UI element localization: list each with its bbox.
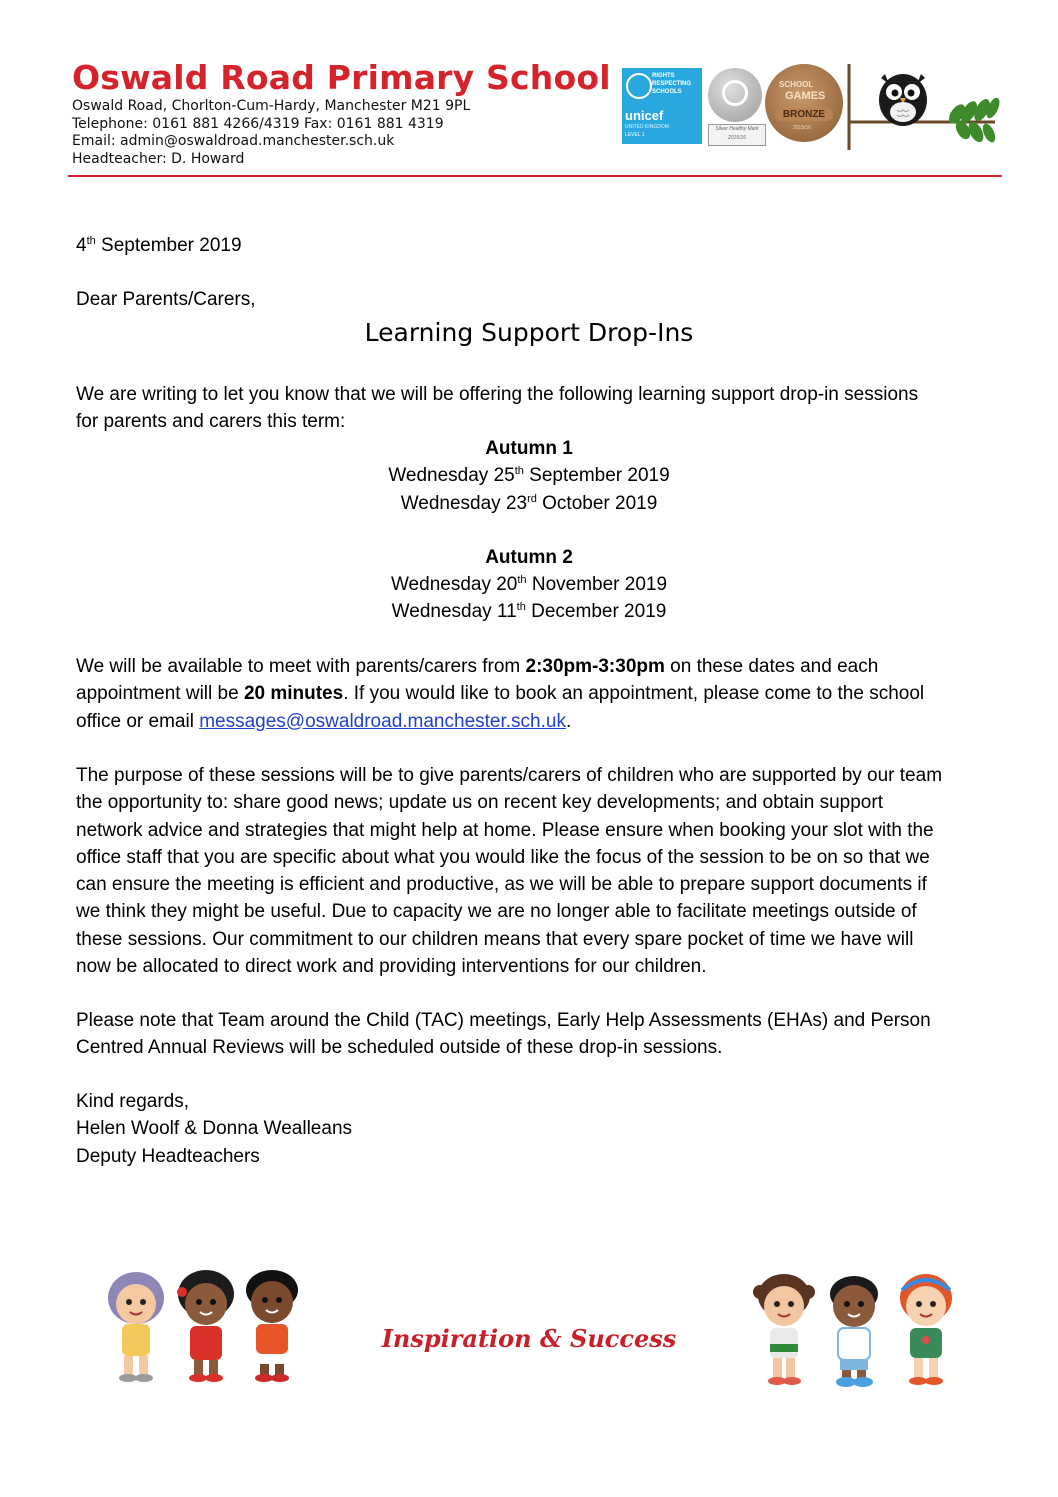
email-link[interactable]: messages@oswaldroad.manchester.sch.uk (199, 710, 566, 732)
telephone-line: Telephone: 0161 881 4266/4319 Fax: 0161 881 4319 (72, 115, 444, 132)
availability-paragraph: We will be available to meet with parents/carers from 2:30pm-3:30pm on these dates and each appointment will be 20 minutes. If you would like to book an appointment, please come to the school office or email messages@oswaldroad.manchester.sch.uk. (76, 656, 925, 732)
intro-paragraph: We are writing to let you know that we will be offering the following learning support drop-in sessions for parents and carers this term: (76, 384, 919, 433)
email-line: Email: admin@oswaldroad.manchester.sch.uk (72, 133, 395, 149)
unicef-wordmark: unicef (625, 108, 664, 123)
people-icon (722, 80, 748, 106)
children-illustration-right (746, 1266, 966, 1390)
session-date: Wednesday 11th December 2019 (391, 601, 667, 622)
letter-title: Learning Support Drop-Ins (364, 318, 694, 347)
note-paragraph: Please note that Team around the Child (TAC) meetings, Early Help Assessments (EHAs) and Person Centred Annual Reviews will be scheduled outside of these drop-in sessions. (76, 1010, 931, 1059)
healthy-schools-logo (708, 68, 762, 122)
letter-date: 4th September 2019 (76, 235, 242, 256)
owl-on-branch-logo (845, 62, 1005, 154)
salutation: Dear Parents/Carers, (76, 289, 256, 310)
session-date: Wednesday 25th September 2019 (388, 465, 670, 486)
session-date: Wednesday 20th November 2019 (390, 574, 668, 595)
address-line: Oswald Road, Chorlton-Cum-Hardy, Manchester M21 9PL (72, 98, 471, 114)
rrs-level: LEVEL 1 (625, 132, 645, 138)
owl-icon (879, 74, 927, 126)
school-motto: Inspiration & Success (381, 1324, 677, 1353)
session-date: Wednesday 23rd October 2019 (400, 493, 658, 514)
rrs-label: RIGHTS RESPECTING SCHOOLS (652, 73, 692, 95)
term-heading: Autumn 1 (485, 438, 573, 459)
header-divider (68, 175, 1002, 177)
purpose-paragraph: The purpose of these sessions will be to give parents/carers of children who are supported by our team the opportunity to: share good news; update us on recent key developments; and obtain support network advice and strategies that might help at home. Please ensure when booking your slot with the office staff that you are specific about what you would like the focus of the session to be on so that we can ensure the meeting is efficient and productive, as we will be able to prepare support documents if we think they might be useful. Due to capacity we are no longer able to facilitate meetings outside of these sessions. Our commitment to our children means that every spare pocket of time we have will now be allocated to direct work and providing interventions for our children. (76, 765, 943, 978)
school-name: Oswald Road Primary School (72, 58, 611, 97)
school-games-bronze-logo: SCHOOL GAMES BRONZE 2015/16 (765, 64, 843, 142)
rights-ring-icon (626, 73, 652, 99)
school-address-block (72, 98, 470, 168)
unicef-sub: UNITED KINGDOM (625, 124, 669, 130)
signatory-role: Deputy Headteachers (76, 1145, 260, 1167)
closing: Kind regards, (76, 1091, 190, 1112)
signatories: Helen Woolf & Donna Wealleans (76, 1118, 353, 1140)
sign-off (76, 1088, 352, 1170)
rights-respecting-schools-logo (622, 68, 702, 144)
leaves-icon (946, 96, 1002, 145)
healthy-schools-caption: Silver Healthy Mark 2015/16 (708, 124, 766, 146)
term-heading: Autumn 2 (485, 547, 573, 568)
headteacher-line: Headteacher: D. Howard (72, 150, 245, 167)
